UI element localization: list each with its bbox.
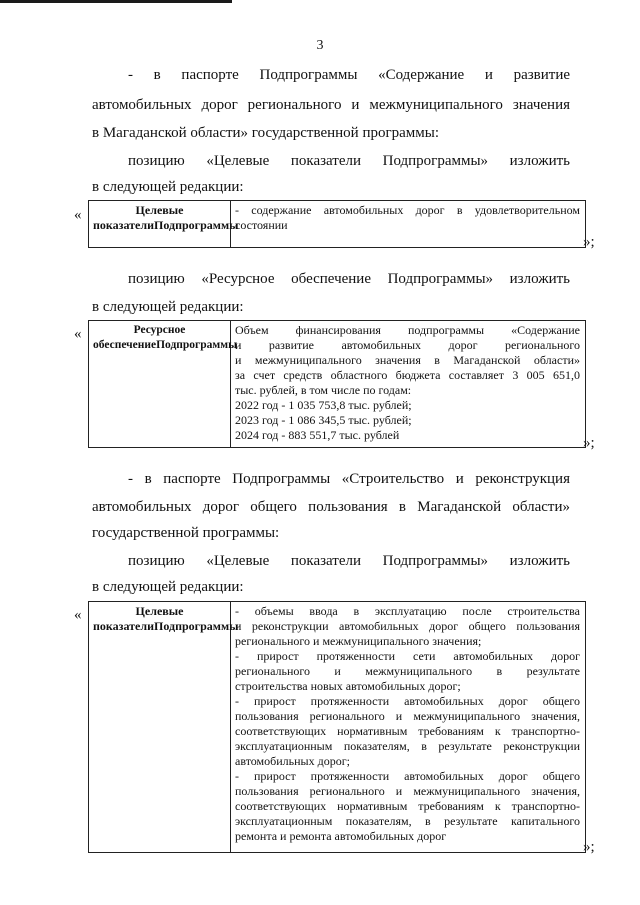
- s1-table-header: Целевые показателиПодпрограммы: [89, 201, 231, 247]
- s1-resource-line-2: в следующей редакции:: [92, 299, 244, 315]
- s1-intro-line-1: - в паспорте Подпрограммы «Содержание и развитие: [128, 67, 570, 83]
- s1-table2: [88, 320, 586, 448]
- s1-intro-line-3: в Магаданской области» государственной программы:: [92, 125, 440, 141]
- quote-open-1: «: [74, 207, 82, 223]
- page-number: 3: [316, 38, 324, 53]
- quote-open-3: «: [74, 607, 82, 623]
- s1-table-content: - содержание автомобильных дорог в удовлетворительном состоянии: [235, 203, 580, 232]
- s1-resource-line-1: позицию «Ресурсное обеспечение Подпрограммы» изложить: [128, 271, 570, 287]
- s2-intro-line-2: автомобильных дорог общего пользования в Магаданской области»: [92, 499, 570, 515]
- s2-intro-line-3: государственной программы:: [92, 525, 280, 541]
- top-rule: [0, 0, 232, 3]
- s1-position-line-1: позицию «Целевые показатели Подпрограммы» изложить: [128, 153, 570, 169]
- s2-position-line-1: позицию «Целевые показатели Подпрограммы» изложить: [128, 553, 570, 569]
- quote-close-1: »;: [583, 234, 595, 250]
- s1-table2-content: Объем финансирования подпрограммы «Содержание и развитие автомобильных дорог регионального и межмуниципального значения в Магаданской области» за счет средств областного бюджета составляет 3 005 651,0 тыс. рублей, в том числе по годам: 2022 год - 1 035 753,8 тыс. рублей; 2023 год - 1 086 345,5 тыс. рублей; 2024 год - 883 551,7 тыс. рублей: [235, 323, 580, 442]
- s2-position-line-2: в следующей редакции:: [92, 579, 244, 595]
- s1-table: [88, 200, 586, 248]
- quote-open-2: «: [74, 326, 82, 342]
- quote-close-2: »;: [583, 435, 595, 451]
- quote-close-3: »;: [583, 839, 595, 855]
- s1-position-line-2: в следующей редакции:: [92, 179, 244, 195]
- s1-intro-line-2: автомобильных дорог регионального и межмуниципального значения: [92, 97, 570, 113]
- s2-table-header: Целевые показателиПодпрограммы: [89, 602, 231, 852]
- s1-table2-header: Ресурсное обеспечениеПодпрограммы: [89, 321, 231, 447]
- s2-table: [88, 601, 586, 853]
- s2-table-content: - объемы ввода в эксплуатацию после строительства и реконструкции автомобильных дорог общего пользования регионального и межмуниципального значения; - прирост протяженности сети автомобильных дорог регионального и межмуниципального в результате строительства новых автомобильных дорог; - прирост протяженности автомобильных дорог общего пользования регионального и межмуниципального значения, соответствующих нормативным требованиям к транспортно- эксплуатационным показателям, в результате реконструкции автомобильных дорог; - прирост протяженности автомобильных дорог общего пользования регионального и межмуниципального значения, соответствующих нормативным требованиям к транспортно- эксплуатационным показателям, в результате капитального ремонта и ремонта автомобильных дорог: [235, 604, 580, 843]
- s2-intro-line-1: - в паспорте Подпрограммы «Строительство и реконструкция: [128, 471, 570, 487]
